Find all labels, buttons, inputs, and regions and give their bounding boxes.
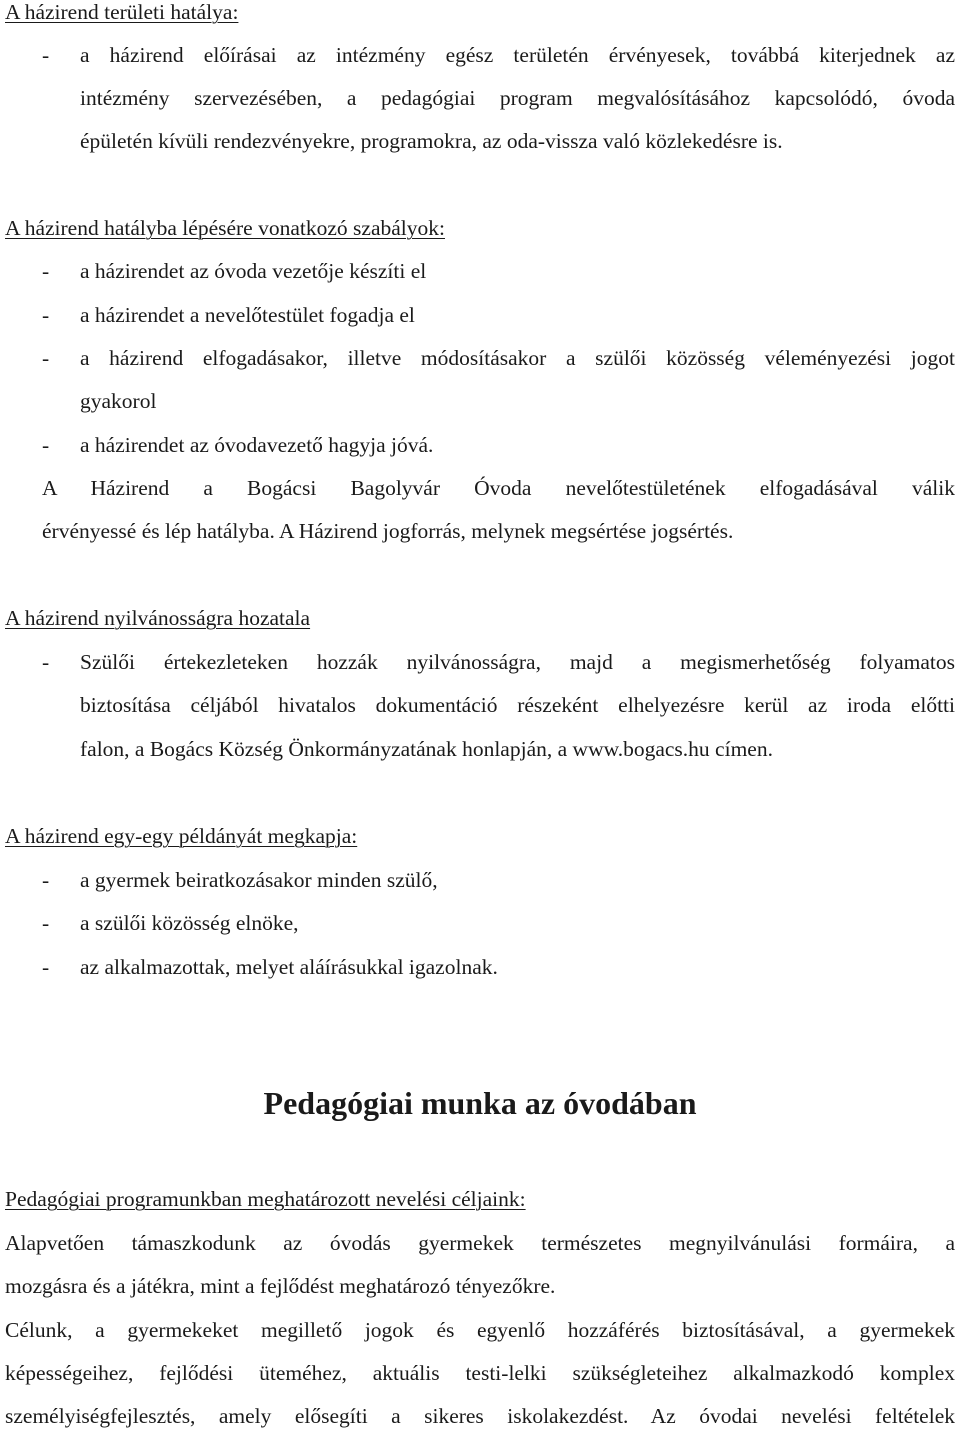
list-item: a házirend elfogadásakor, illetve módosításakor a szülői közösség véleményezési jogot [80,346,955,370]
paragraph-line: Szülői értekezleteken hozzák nyilvánosságra, majd a megismerhetőség folyamatos [80,650,955,674]
paragraph-line: épületén kívüli rendezvényekre, programokra, az oda-vissza való közlekedésre is. [80,129,783,153]
list-dash: - [42,433,50,457]
paragraph-line: érvényessé és lép hatályba. A Házirend jogforrás, melynek megsértése jogsértés. [42,519,734,543]
paragraph-line: mozgásra és a játékra, mint a fejlődést meghatározó tényezőkre. [5,1274,556,1298]
paragraph-line: biztosítása céljából hivatalos dokumentáció részeként elhelyezésre kerül az iroda előtti [80,693,955,717]
list-dash: - [42,911,50,935]
paragraph-line: Alapvetően támaszkodunk az óvodás gyermekek természetes megnyilvánulási formáira, a [5,1231,955,1255]
list-dash: - [42,868,50,892]
list-dash: - [42,346,50,370]
list-dash: - [42,650,50,674]
section-title-educational-goals: Pedagógiai programunkban meghatározott nevelési céljaink: [5,1187,526,1211]
page-heading: Pedagógiai munka az óvodában [263,1085,697,1121]
paragraph-line: falon, a Bogács Község Önkormányzatának honlapján, a www.bogacs.hu címen. [80,737,773,761]
section-title-territorial-scope: A házirend területi hatálya: [5,0,239,24]
list-item: a házirendet a nevelőtestület fogadja el [80,303,415,327]
list-item: a gyermek beiratkozásakor minden szülő, [80,868,438,892]
paragraph-line: A Házirend a Bogácsi Bagolyvár Óvoda nevelőtestületének elfogadásával válik [42,476,955,500]
paragraph-line: képességeihez, fejlődési üteméhez, aktuális testi-lelki szükségleteihez alkalmazkodó komplex [5,1361,955,1385]
paragraph-line: Célunk, a gyermekeket megillető jogok és egyenlő hozzáférés biztosításával, a gyermekek [5,1318,955,1342]
paragraph-line: intézmény szervezésében, a pedagógiai program megvalósításához kapcsolódó, óvoda [80,86,955,110]
list-item: a szülői közösség elnöke, [80,911,299,935]
list-item: a házirendet az óvoda vezetője készíti el [80,259,427,283]
list-dash: - [42,955,50,979]
section-title-entry-into-force: A házirend hatályba lépésére vonatkozó szabályok: [5,216,445,240]
list-dash: - [42,259,50,283]
paragraph-line: a házirend előírásai az intézmény egész területén érvényesek, továbbá kiterjednek az [80,43,955,67]
list-item: az alkalmazottak, melyet aláírásukkal igazolnak. [80,955,498,979]
list-dash: - [42,303,50,327]
section-title-publication: A házirend nyilvánosságra hozatala [5,606,311,630]
paragraph-line: személyiségfejlesztés, amely elősegíti a sikeres iskolakezdést. Az óvodai nevelési feltételek [5,1404,955,1428]
list-item: a házirendet az óvodavezető hagyja jóvá. [80,433,434,457]
section-title-copies: A házirend egy-egy példányát megkapja: [5,824,358,848]
list-dash: - [42,43,50,67]
list-item-continuation: gyakorol [80,389,157,413]
